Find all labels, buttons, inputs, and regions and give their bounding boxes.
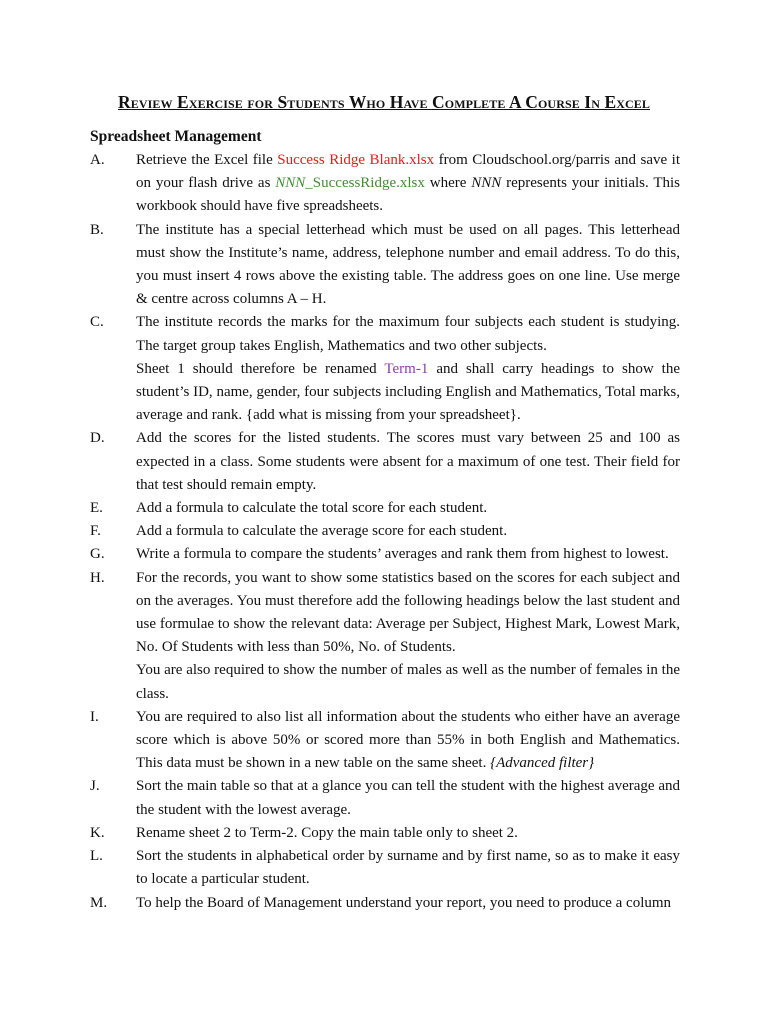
list-item-a	[90, 149, 680, 219]
item-letter: H.	[90, 569, 105, 586]
item-letter: J.	[90, 778, 100, 795]
list-item-e	[90, 497, 680, 520]
item-text: To help the Board of Management understand your report, you need to produce a column	[136, 894, 672, 911]
list-item-g	[90, 543, 680, 566]
list-item-f	[90, 520, 680, 543]
list-item-b	[90, 219, 680, 312]
item-text: The institute records the marks for the maximum four subjects each student is studying. The target group takes English, Mathematics and two other subjects. Sheet 1 should therefore be renamed Term-1 and shall carry headings to show the student’s ID, name, gender, four subjects including English and Mathematics, Total marks, average and rank. {add what is missing from your spreadsheet}.	[136, 314, 680, 424]
sheet-name-purple: Term-1	[384, 360, 429, 377]
item-text: Sort the main table so that at a glance you can tell the student with the highest average and the student with the lowest average.	[136, 778, 680, 818]
item-letter: M.	[90, 894, 108, 911]
item-text: Retrieve the Excel file Success Ridge Blank.xlsx from Cloudschool.org/parris and save it on your flash drive as NNN_SuccessRidge.xlsx where NNN represents your initials. This workbook should have five spreadsheets.	[136, 152, 681, 215]
file-name-green: _SuccessRidge.xlsx	[305, 175, 425, 192]
list-item-m	[90, 892, 680, 915]
item-text: Add the scores for the listed students. The scores must vary between 25 and 100 as expected in a class. Some students were absent for a maximum of one test. Their field for that test should remain empty.	[136, 430, 680, 493]
section-heading: Spreadsheet Management	[90, 128, 262, 145]
item-text: Rename sheet 2 to Term-2. Copy the main table only to sheet 2.	[136, 824, 518, 841]
advanced-filter-note: {Advanced filter}	[490, 755, 595, 772]
exercise-list	[90, 149, 680, 915]
item-letter: D.	[90, 430, 105, 447]
item-letter: L.	[90, 848, 103, 865]
list-item-h	[90, 567, 680, 706]
list-item-j	[90, 775, 680, 821]
item-text: You are required to also list all information about the students who either have an average score which is above 50% or scored more than 55% in both English and Mathematics. This data must be shown in a new table on the same sheet. {Advanced filter}	[136, 708, 680, 772]
list-item-l	[90, 845, 680, 891]
item-letter: I.	[90, 708, 99, 725]
list-item-c	[90, 311, 680, 427]
item-text: Add a formula to calculate the total score for each student.	[136, 500, 488, 517]
document-title: Review Exercise for Students Who Have Complete A Course In Excel	[118, 92, 650, 112]
item-letter: K.	[90, 824, 105, 841]
item-letter: C.	[90, 314, 104, 331]
list-item-i	[90, 706, 680, 776]
list-item-k	[90, 822, 680, 845]
item-letter: F.	[90, 523, 101, 540]
item-text: The institute has a special letterhead which must be used on all pages. This letterhead must show the Institute’s name, address, telephone number and email address. To do this, you must insert 4 rows above the existing table. The address goes on one line. Use merge & centre across columns A – H.	[136, 221, 680, 308]
item-letter: B.	[90, 221, 104, 238]
item-letter: A.	[90, 152, 105, 168]
item-text: Write a formula to compare the students’ averages and rank them from highest to lowest.	[136, 546, 669, 563]
item-text: Add a formula to calculate the average score for each student.	[136, 523, 508, 540]
file-prefix-green: NNN	[275, 175, 306, 192]
list-item-d	[90, 427, 680, 497]
item-letter: E.	[90, 500, 103, 517]
item-text: Sort the students in alphabetical order by surname and by first name, so as to make it easy to locate a particular student.	[136, 848, 680, 888]
file-name-red: Success Ridge Blank.xlsx	[277, 152, 435, 168]
item-letter: G.	[90, 546, 105, 563]
item-text: For the records, you want to show some statistics based on the scores for each subject and on the averages. You must therefore add the following headings below the last student and use formulae to show the relevant data: Average per Subject, Highest Mark, Lowest Mark, No. Of Students with less than 50%, No. of Students. You are also required to show the number of males as well as the number of females in the class.	[136, 569, 680, 702]
